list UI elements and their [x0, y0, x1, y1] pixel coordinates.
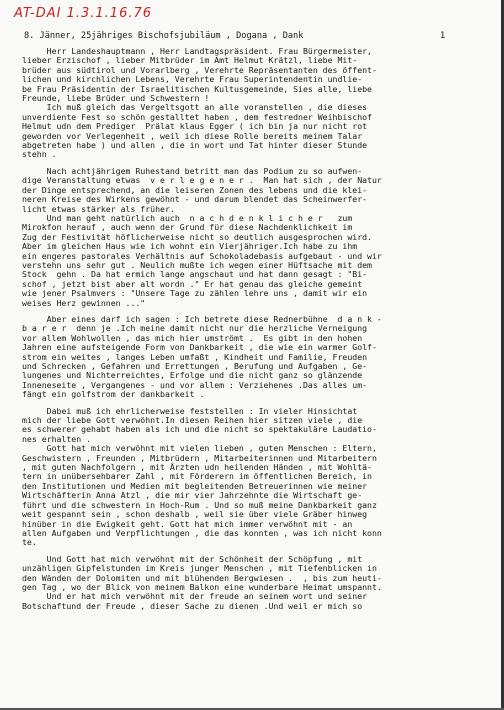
- paragraph-3: Aber eines darf ich sagen : Ich betrete diese Rednerbühne d a n k - b a r e r denn je .Ich meine damit nicht nur die herzliche Verneigung vor allem Wohlwollen , das mich hier umströmt . Es gibt in den hohen Jahren eine aufsteigende Form von Dankbarkeit , die wie ein warmer Golf- strom ein weites , langes Leben umfaßt , Kindheit und Familie, Freuden und Schrecken , Gefahren und Errettungen , Berufung und Aufgaben , Ge- lungenes und Nichterreichtes, Erfolge und die nicht ganz so glänzende Inneneseite , Vergangenes - und vor allem : Verziehenes .Das alles um- fängt ein golfstrom der dankbarkeit .: [22, 313, 382, 400]
- paragraph-2: Nach achtjährigem Ruhestand betritt man das Podium zu so aufwen- dige Veranstaltung etwas v e r l e g e n e r . Man hat sich , der Natur der Dinge entsprechend, an die leiseren Zonen des lebens und die klei- neren Kreise des Wirkens gewöhnt - und darum blendet das Scheinwerfer- licht etwas stärker als früher. Und man geht natürlich auch n a c h d e n k l i c h e r zum Mirokfon herauf , auch wenn der Grund für diese Nachdenklichkeit im Zug der Festivität höflicherweise nicht so deutlich ausgesprochen wird. Aber im gleichen Haus wie ich wohnt ein Vierjähriger.Ich habe zu ihm ein engeres pastorales Verhältnis auf Schokoladebasis aufgebaut - und wir verstehn uns sehr gut . Neulich mußte ich wegen einer Hüftsache mit dem Stock gehn . Da hat ermich lange angschaut und hat dann gesagt : "Bi- schof , jetzt bist aber alt wordn ." Er hat genau das gleiche gemeint wie jener Psalmvers : "Unsere Tage zu zählen lehre uns , damit wir ein weises Herz gewinnen ...": [22, 165, 382, 308]
- document-title: 8. Jänner, 25jähriges Bischofsjubiläum , Dogana , Dank: [24, 31, 304, 41]
- paragraph-5: Und Gott hat mich verwöhnt mit der Schönheit der Schöpfung , mit unzähligen Gipfelstunden im Kreis junger Menschen , mit Tiefenblicken in den Wänden der Dolomiten und mit blühenden Bergwiesen . , bis zum heuti- gen Tag , wo der Blick von meinem Balkon eine wunderbare Heimat umspannt. Und er hat mich verwöhnt mit der freude an seinem wort und seiner Botschaftund der Freude , dieser Sache zu dienen .Und weil er mich so: [22, 553, 382, 611]
- page-number: 1: [440, 31, 446, 41]
- document-body: [22, 47, 494, 618]
- paragraph-4: Dabei muß ich ehrlicherweise feststellen : In vieler Hinsichtat mich der liebe Gott verwöhnt.In diesen Reihen hier sitzen viele , die es schwerer gehabt haben als ich und die nicht so spektakuläre Laudatio- nes erhalten . Gott hat mich verwöhnt mit vielen lieben , guten Menschen : Eltern, Geschwistern , Freunden , Mitbrüdern , Mitarbeiterinnen und Mitarbeitern , mit guten Nachfolgern , mit Ärzten udn heilenden Händen , mit Wohltä- tern in unübersehbarer Zahl , mit Förderern im öffentlichen Bereich, in den Institutionen und Medien mit begleitenden Betreuerinnen wie meiner Wirtschäfterin Anna Atzl , die mir vier Jahrzehnte die Wirtschaft ge- führt und die schwestern in Hoch-Rum . Und so muß meine Dankbarkeit ganz weit gespannt sein , schon deshalb , weil sie über viele Gräber hinweg hinüber in die Ewigkeit geht. Gott hat mich immer verwöhnt mit - an allen Aufgaben und Verpflichtungen , die das konnten , was ich nicht konn te.: [22, 405, 382, 548]
- paragraph-1: Herr Landeshauptmann , Herr Landtagspräsident. Frau Bürgermeister, lieber Erzischof , lieber Mitbrüder im Amt Helmut Krätzl, liebe Mit- brüder aus südtirol und Vorarlberg , Verehrte Repräsentanten des öffent- lichen und kirchlichen Lebens, Verehrte Frau Superintendentin undlie- be Frau Präsidentin der Israelitischen Kultusgemeinde, Sies alle, liebe Freunde, liebe Brüder und Schwestern ! Ich muß gleich das Vergeltsgott an alle voranstellen , die dieses unverdiente Fest so schön gestalltet haben , dem festredner Weihbischof Helmut udn dem Prediger Prälat klaus Egger ( ich bin ja nur nicht rot geworden vor Verlegenheit , weil ich diese Rolle bereits meinem Talar abgetreten habe ) und allen , die in wort und Tat hinter dieser Stunde stehn .: [22, 46, 377, 160]
- archive-stamp: AT-DAI 1.3.1.16.76: [14, 6, 153, 21]
